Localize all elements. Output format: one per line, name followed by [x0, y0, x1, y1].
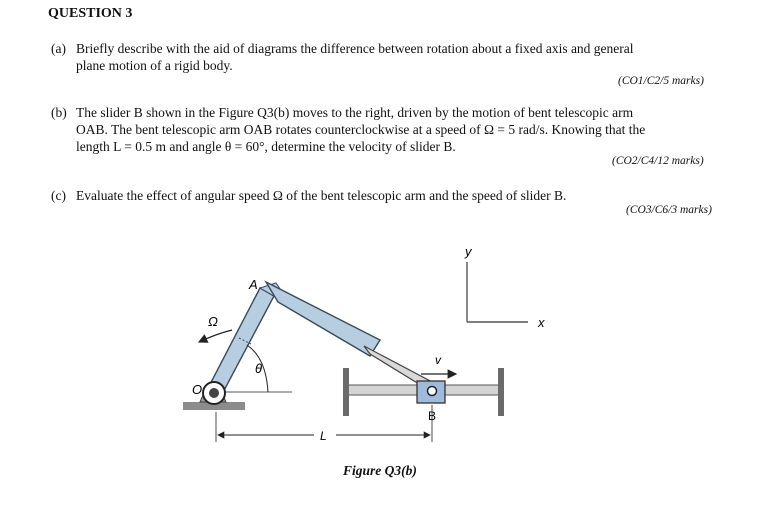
point-a-label: A [249, 277, 258, 292]
question-title: QUESTION 3 [48, 6, 133, 21]
part-c-marks: (CO3/C6/3 marks) [626, 204, 712, 216]
axes-icon [467, 262, 528, 322]
part-a-label: (a) [51, 41, 66, 56]
part-b-line2: OAB. The bent telescopic arm OAB rotates counterclockwise at a speed of Ω = 5 rad/s. Knowing that the [76, 122, 646, 137]
theta-label: θ [255, 361, 263, 376]
omega-arrow [199, 330, 232, 342]
pivot-o [203, 382, 225, 404]
length-label: L [320, 429, 327, 443]
telescopic-arm [206, 282, 436, 398]
part-a-line1: Briefly describe with the aid of diagrams the difference between rotation about a fixed axis and general [76, 41, 634, 56]
part-b-label: (b) [51, 105, 67, 120]
slider-b [417, 381, 445, 403]
velocity-label: v [435, 353, 441, 367]
part-b-line3: length L = 0.5 m and angle θ = 60°, determine the velocity of slider B. [76, 139, 456, 154]
omega-label: Ω [208, 314, 218, 329]
part-c-line1: Evaluate the effect of angular speed Ω of the bent telescopic arm and the speed of slider B. [76, 188, 567, 203]
part-c-label: (c) [51, 188, 66, 203]
part-b-line1: The slider B shown in the Figure Q3(b) moves to the right, driven by the motion of bent telescopic arm [76, 105, 634, 120]
x-axis-label: x [538, 315, 545, 330]
part-a-marks: (CO1/C2/5 marks) [618, 75, 704, 87]
y-axis-label: y [465, 244, 472, 259]
figure-caption: Figure Q3(b) [343, 463, 417, 478]
point-b-label: B [428, 409, 437, 423]
point-o-label: O [192, 382, 203, 397]
part-b-marks: (CO2/C4/12 marks) [612, 155, 704, 167]
part-a-line2: plane motion of a rigid body. [76, 58, 233, 73]
